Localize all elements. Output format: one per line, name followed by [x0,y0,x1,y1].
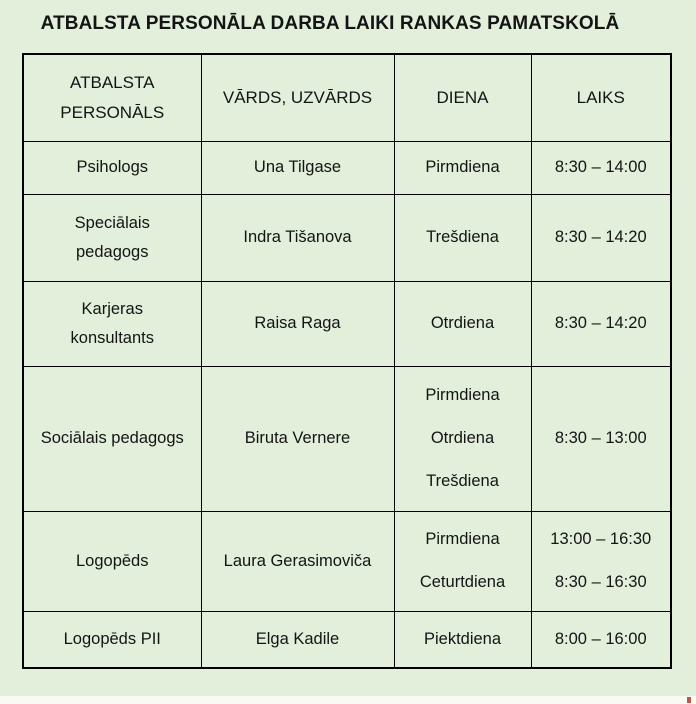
cell-name: Biruta Vernere [201,366,394,511]
cell-day: Trešdiena [394,194,531,281]
cell-name: Laura Gerasimoviča [201,511,394,611]
cell-role: Psihologs [23,141,201,194]
col-header-staff [23,54,201,141]
page-title: ATBALSTA PERSONĀLA DARBA LAIKI RANKAS PAMATSKOLĀ [40,13,620,34]
cell-role [23,194,201,281]
time-item: 8:30 – 16:30 [554,573,647,591]
cell-role: Logopēds PII [23,611,201,668]
time-item: 13:00 – 16:30 [550,530,652,548]
red-artifact-mark [687,697,691,703]
cell-day: Piektdiena [394,611,531,668]
col-header-name: VĀRDS, UZVĀRDS [201,54,394,141]
cell-name: Una Tilgase [201,141,394,194]
day-item: Ceturtdiena [419,573,506,591]
cell-role-label: Karjeras konsultants [70,300,154,347]
cell-role: Logopēds [23,511,201,611]
table-row [23,194,671,281]
table-row [23,511,671,611]
col-header-staff-label: ATBALSTA PERSONĀLS [60,73,165,122]
day-item: Pirmdiena [425,530,500,548]
cell-time: 8:30 – 14:00 [531,141,671,194]
cell-time: 8:30 – 13:00 [531,366,671,511]
table-row [23,281,671,366]
cell-role [23,281,201,366]
cell-name: Raisa Raga [201,281,394,366]
day-item: Otrdiena [430,429,495,447]
cell-days [394,366,531,511]
table-row [23,611,671,668]
cell-day: Pirmdiena [394,141,531,194]
day-item: Pirmdiena [425,386,500,404]
col-header-day: DIENA [394,54,531,141]
cell-times [531,511,671,611]
day-item: Trešdiena [426,472,499,490]
cell-name: Indra Tišanova [201,194,394,281]
day-list [401,374,525,503]
time-list [538,518,665,604]
schedule-table [22,53,672,669]
cell-role: Sociālais pedagogs [23,366,201,511]
col-header-time: LAIKS [531,54,671,141]
cell-role-label: Speciālais pedagogs [74,214,150,261]
header-row [23,54,671,141]
cell-time: 8:30 – 14:20 [531,281,671,366]
bottom-scan-strip [0,696,696,704]
cell-name: Elga Kadile [201,611,394,668]
day-list [401,518,525,604]
cell-day: Otrdiena [394,281,531,366]
cell-time: 8:30 – 14:20 [531,194,671,281]
table-row [23,366,671,511]
table-row [23,141,671,194]
cell-time: 8:00 – 16:00 [531,611,671,668]
cell-days [394,511,531,611]
